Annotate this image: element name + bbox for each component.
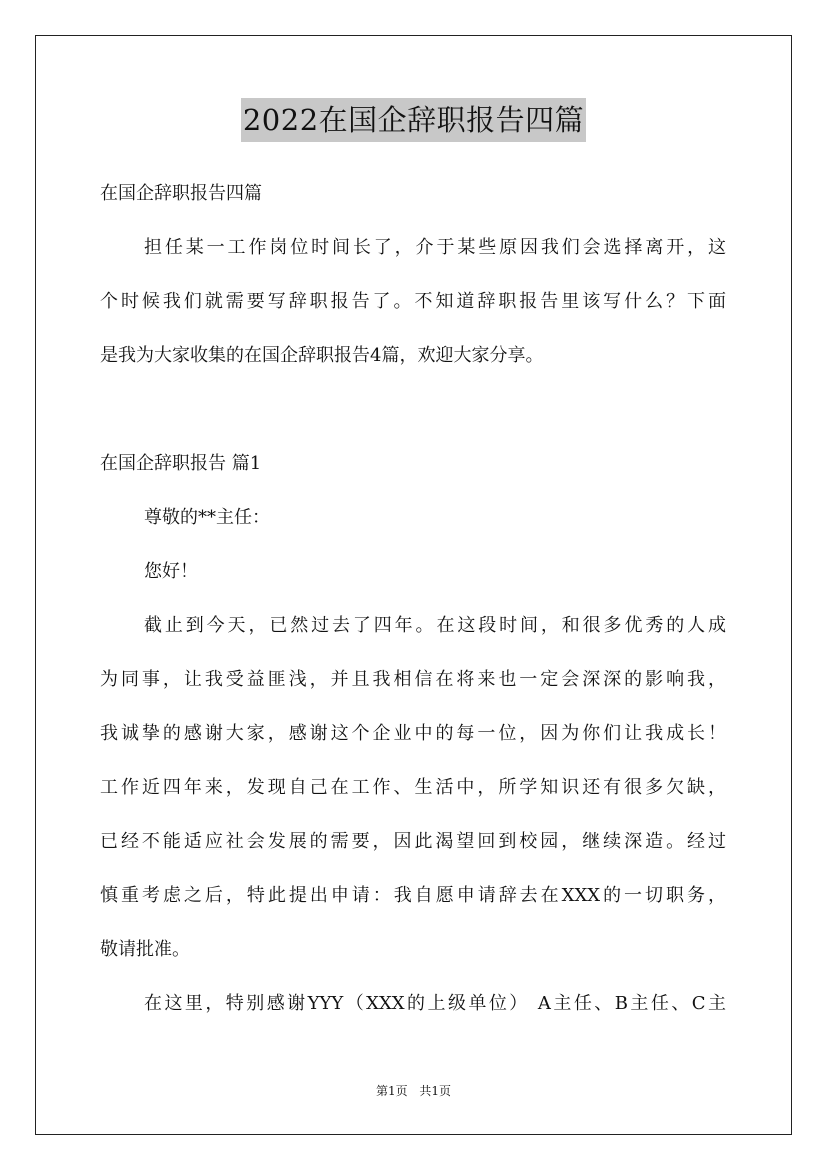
greeting: 您好！ xyxy=(144,561,198,582)
body-line-4: 工作近四年来，发现自己在工作、生活中，所学知识还有很多欠缺， xyxy=(100,777,726,798)
body-line-5: 已经不能适应社会发展的需要，因此渴望回到校园，继续深造。经过 xyxy=(100,831,726,852)
body-line-3: 我诚挚的感谢大家，感谢这个企业中的每一位，因为你们让我成长！ xyxy=(100,723,726,744)
salutation: 尊敬的**主任： xyxy=(144,507,270,528)
title-container xyxy=(0,98,827,142)
body-line-2: 为同事，让我受益匪浅，并且我相信在将来也一定会深深的影响我， xyxy=(100,669,726,690)
intro-line-3: 是我为大家收集的在国企辞职报告4篇，欢迎大家分享。 xyxy=(100,345,544,366)
body-line-7: 敬请批准。 xyxy=(100,939,190,960)
section-heading: 在国企辞职报告 篇1 xyxy=(100,453,262,474)
intro-line-1: 担任某一工作岗位时间长了，介于某些原因我们会选择离开，这 xyxy=(144,237,726,258)
document-title: 2022在国企辞职报告四篇 xyxy=(241,98,586,142)
page-total: 共1页 xyxy=(419,1084,452,1098)
page-number: 第1页 xyxy=(375,1084,408,1098)
body-line-6: 慎重考虑之后，特此提出申请：我自愿申请辞去在XXX的一切职务， xyxy=(100,885,726,906)
body-line-1: 截止到今天，已然过去了四年。在这段时间，和很多优秀的人成 xyxy=(144,615,726,636)
body-line-8: 在这里，特别感谢YYY（XXX的上级单位） A主任、B主任、C主 xyxy=(144,993,726,1014)
page-footer xyxy=(0,1083,827,1099)
subtitle: 在国企辞职报告四篇 xyxy=(100,183,262,204)
intro-line-2: 个时候我们就需要写辞职报告了。不知道辞职报告里该写什么？下面 xyxy=(100,291,726,312)
